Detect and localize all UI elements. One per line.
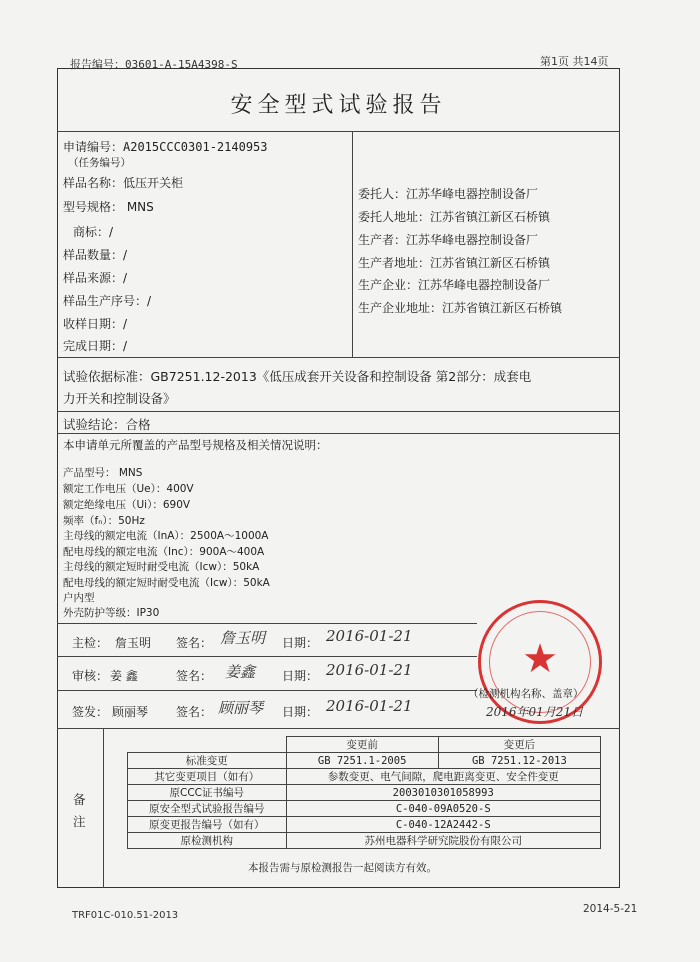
column-header-after: 变更后 [438,737,600,753]
coverage-item: 额定绝缘电压（Ui）：690V [63,499,191,511]
page-indicator: 第1页 共14页 [540,55,609,68]
coverage-item: 主母线的额定短时耐受电流（Icw）：50kA [63,561,260,573]
row-label: 原检测机构 [128,833,287,849]
row-value: C-040-12A2442-S [286,817,601,833]
client: 委托人：江苏华峰电器控制设备厂 [358,187,539,201]
coverage-intro: 本申请单元所覆盖的产品型号规格及相关情况说明： [63,438,328,452]
producer: 生产者：江苏华峰电器控制设备厂 [358,233,539,247]
client-address: 委托人地址：江苏省镇江新区石桥镇 [358,210,551,224]
table-row [128,817,601,833]
table-row [128,753,601,769]
stamp-caption: （检测机构名称、盖章） [468,688,584,700]
sign-label: 签名： [176,669,213,683]
table-row [128,833,601,849]
date-label: 日期： [282,636,319,650]
issuer-signature: 顾丽琴 [218,699,264,717]
divider [57,433,620,434]
divider [57,623,477,624]
sample-quantity: 样品数量：/ [63,248,128,262]
completed-date: 完成日期：/ [63,339,128,353]
row-label: 原安全型式试验报告编号 [128,801,287,817]
issuer-date: 2016-01-21 [326,697,413,715]
sign-label: 签名： [176,636,213,650]
divider [103,728,104,888]
coverage-item: 频率（fₙ）：50Hz [63,515,145,527]
product-name: 样品名称：低压开关柜 [63,176,184,190]
coverage-item: 户内型 [63,592,95,604]
divider [57,690,477,691]
row-label: 标准变更 [128,753,287,769]
test-conclusion: 试验结论：合格 [63,417,151,432]
coverage-item: 主母线的额定电流（InA）：2500A～1000A [63,530,269,542]
divider [57,357,620,358]
table-row [128,737,601,753]
row-value: C-040-09A0520-S [286,801,601,817]
row-value: 参数变更、电气间隙，爬电距离变更、安全件变更 [286,769,601,785]
divider [57,728,620,729]
row-value: 苏州电器科学研究院股份有限公司 [286,833,601,849]
sample-serial: 样品生产序号：/ [63,294,152,308]
divider [57,411,620,412]
form-date: 2014-5-21 [583,903,638,915]
cell-before: GB 7251.1-2005 [286,753,438,769]
issuer-name: 顾丽琴 [112,705,149,719]
received-date: 收样日期：/ [63,317,128,331]
stamp-date: 2016年01月21日 [486,705,584,719]
column-header-before: 变更前 [286,737,438,753]
row-label: 其它变更项目（如有） [128,769,287,785]
sample-source: 样品来源：/ [63,271,128,285]
divider [57,656,477,657]
table-cell [128,737,287,753]
chief-inspector-label: 主检： [72,636,109,650]
date-label: 日期： [282,669,319,683]
report-number: 报告编号：03601-A-15A4398-S [70,58,238,71]
remarks-label-1: 备 [73,792,86,807]
trademark: 商标：/ [73,225,114,239]
divider [57,131,620,132]
coverage-item: 外壳防护等级：IP30 [63,607,160,619]
coverage-item: 配电母线的额定电流（Inc）：900A～400A [63,546,265,558]
divider [352,131,353,357]
table-row [128,769,601,785]
row-value: 2003010301058993 [286,785,601,801]
coverage-item: 额定工作电压（Ue）：400V [63,483,194,495]
form-number: TRF01C-010.51-2013 [72,910,179,921]
remarks-note: 本报告需与原检测报告一起阅读方有效。 [248,862,437,874]
date-label: 日期： [282,705,319,719]
coverage-item: 产品型号： MNS [63,467,143,479]
row-label: 原变更报告编号（如有） [128,817,287,833]
test-standard-line2: 力开关和控制设备》 [63,391,176,406]
task-number: （任务编号） [68,157,131,169]
coverage-item: 配电母线的额定短时耐受电流（Icw）：50kA [63,577,270,589]
remarks-label-2: 注 [73,814,86,829]
change-table [127,736,601,849]
model-spec: 型号规格： MNS [63,200,154,214]
manufacturer: 生产企业：江苏华峰电器控制设备厂 [358,278,551,292]
chief-inspector-signature: 詹玉明 [220,629,266,647]
reviewer-signature: 姜鑫 [225,663,256,681]
report-title: 安全型式试验报告 [230,93,447,118]
table-row [128,801,601,817]
row-label: 原CCC证书编号 [128,785,287,801]
application-number: 申请编号：A2015CCC0301-2140953 [63,140,268,154]
producer-address: 生产者地址：江苏省镇江新区石桥镇 [358,256,551,270]
chief-inspector-date: 2016-01-21 [326,627,413,645]
table-row [128,785,601,801]
chief-inspector-name: 詹玉明 [115,636,152,650]
reviewer-date: 2016-01-21 [326,661,413,679]
reviewer-label: 审核： [72,669,109,683]
reviewer-name: 姜 鑫 [110,669,138,683]
sign-label: 签名： [176,705,213,719]
test-standard-line1: 试验依据标准：GB7251.12-2013《低压成套开关设备和控制设备 第2部分：成套电 [63,369,532,384]
manufacturer-address: 生产企业地址：江苏省镇江新区石桥镇 [358,301,563,315]
star-icon: ★ [522,636,558,682]
issuer-label: 签发： [72,705,109,719]
cell-after: GB 7251.12-2013 [438,753,600,769]
